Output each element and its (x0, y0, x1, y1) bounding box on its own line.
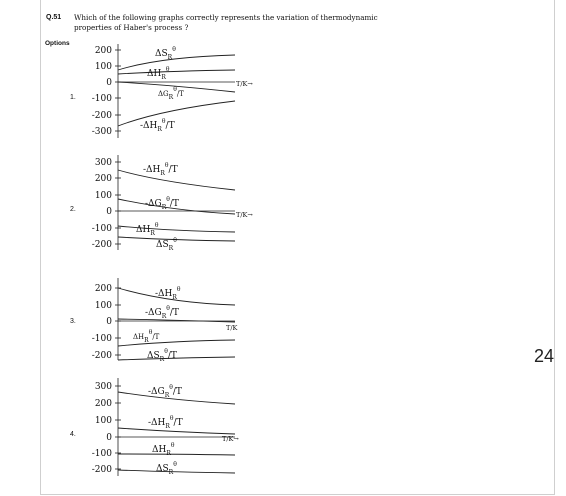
option-1-curve (118, 70, 235, 74)
option-4-tick-label: 0 (106, 433, 112, 443)
option-1-curve-label: ΔGRθ/T (158, 86, 184, 101)
option-4-tick-label: 300 (94, 382, 112, 392)
option-4-tick-label: 200 (94, 399, 112, 409)
option-1-curve (118, 55, 235, 70)
option-1-curve-label: $-\Delta H_R^\theta/T$ (140, 118, 175, 133)
option-2-curve-label: $-\Delta H_R^\theta/T$ (143, 162, 178, 177)
question-number: Q.51 (46, 14, 62, 21)
option-2-tick-label: 200 (94, 174, 112, 184)
option-1-graph (92, 44, 254, 138)
option-1-curve-label: $\Delta H_R^\theta$ (147, 66, 170, 81)
option-3-tick-label: 100 (94, 301, 112, 311)
option-2-curve-label: $\Delta S_R^\theta$ (156, 237, 177, 252)
option-4-axis-label: T/K→ (222, 435, 239, 443)
option-1-number[interactable]: 1. (70, 94, 76, 101)
option-4-curve-label: $-\Delta G_R^\theta/T$ (148, 384, 182, 399)
option-3-curve-label: $-\Delta G_R^\theta/T$ (145, 305, 179, 320)
option-3-tick-label: 200 (94, 284, 112, 294)
option-2-graph (92, 155, 254, 252)
option-3-curve-label: ΔHRθ/T (133, 329, 160, 344)
option-1-tick-label: 0 (106, 78, 112, 88)
option-2-tick-label: -200 (91, 240, 112, 250)
option-4-curve (118, 470, 235, 473)
option-2-axis-label: T/K→ (236, 211, 253, 219)
option-1-axis-label: T/K→ (236, 80, 253, 88)
option-1-tick-label: -300 (91, 127, 112, 137)
options-label: Options (45, 40, 70, 47)
option-2-tick-label: 300 (94, 158, 112, 168)
option-2-tick-label: 100 (94, 191, 112, 201)
option-2-tick-label: 0 (106, 207, 112, 217)
page-number: 24 (534, 346, 555, 366)
option-3-curve (118, 319, 235, 322)
option-4-tick-label: -200 (91, 465, 112, 475)
question-text: Which of the following graphs correctly represents the variation of thermodynamic properties of Haber's process ? (74, 13, 378, 32)
option-1-tick-label: 200 (94, 46, 112, 56)
option-2-curve-label: $\Delta H_R^\theta$ (136, 222, 159, 237)
option-3-axis-label: T/K (226, 324, 238, 332)
option-4-curve-label: $-\Delta H_R^\theta/T$ (148, 415, 183, 430)
option-4-tick-label: 100 (94, 416, 112, 426)
option-1-curve-label: $\Delta S_R^\theta$ (155, 46, 176, 61)
option-4-graph (92, 378, 240, 476)
option-1-tick-label: 100 (94, 62, 112, 72)
option-4-curve-label: $\Delta H_R^\theta$ (152, 442, 175, 457)
option-2-curve-label: $-\Delta G_R^\theta/T$ (145, 196, 179, 211)
option-2-tick-label: -100 (91, 224, 112, 234)
option-4-tick-label: -100 (91, 449, 112, 459)
option-1-curve (118, 101, 235, 126)
option-1-tick-label: -200 (91, 111, 112, 121)
option-3-curve-label: $\Delta S_R^\theta/T$ (147, 348, 177, 363)
option-4-number[interactable]: 4. (70, 431, 76, 438)
option-3-tick-label: 0 (106, 317, 112, 327)
option-3-tick-label: -100 (91, 334, 112, 344)
option-4-curve (118, 454, 235, 455)
option-3-graph (92, 278, 238, 363)
option-3-number[interactable]: 3. (70, 318, 76, 325)
option-1-tick-label: -100 (91, 94, 112, 104)
option-4-curve (118, 428, 235, 434)
option-3-tick-label: -200 (91, 351, 112, 361)
option-4-curve-label: $\Delta S_R^\theta$ (156, 461, 177, 476)
option-3-curve-label: $-\Delta H_R^\theta$ (155, 286, 181, 301)
option-2-number[interactable]: 2. (70, 206, 76, 213)
